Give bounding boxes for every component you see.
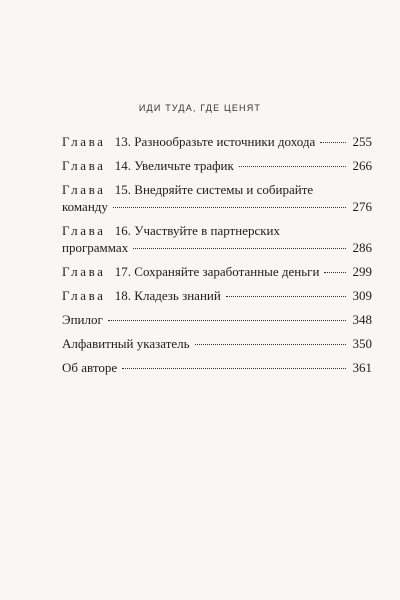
dot-leader (239, 166, 346, 167)
toc-entry (62, 181, 372, 215)
chapter-prefix: Глава (62, 264, 106, 279)
chapter-prefix: Глава (62, 158, 106, 173)
dot-leader (108, 320, 346, 321)
chapter-title: Участвуйте в партнерских (134, 223, 281, 238)
page-number: 255 (352, 134, 372, 149)
toc-entry (62, 287, 372, 304)
chapter-number: 17. (114, 264, 132, 279)
section-title: Эпилог (62, 312, 103, 327)
page-number: 286 (352, 240, 372, 255)
chapter-number: 15. (114, 182, 132, 197)
chapter-title: Разнообразьте источники дохода (134, 134, 316, 149)
chapter-number: 18. (114, 288, 132, 303)
chapter-title-continued: команду (62, 199, 108, 214)
dot-leader (324, 272, 346, 273)
toc-entry (62, 359, 372, 376)
dot-leader (195, 344, 346, 345)
chapter-title-continued: программах (62, 240, 129, 255)
page-number: 276 (352, 199, 372, 214)
toc-entry (62, 263, 372, 280)
chapter-prefix: Глава (62, 134, 106, 149)
section-title: Об авторе (62, 360, 118, 375)
page-number: 309 (352, 288, 372, 303)
chapter-prefix: Глава (62, 288, 106, 303)
page-number: 361 (352, 360, 372, 375)
page-number: 350 (352, 336, 372, 351)
chapter-number: 13. (114, 134, 132, 149)
page-number: 299 (352, 264, 372, 279)
page-number: 348 (352, 312, 372, 327)
page-number: 266 (352, 158, 372, 173)
chapter-prefix: Глава (62, 182, 106, 197)
dot-leader (122, 368, 346, 369)
chapter-title: Увеличьте трафик (134, 158, 234, 173)
chapter-title: Сохраняйте заработанные деньги (134, 264, 320, 279)
dot-leader (320, 142, 346, 143)
toc-entry (62, 157, 372, 174)
chapter-prefix: Глава (62, 223, 106, 238)
dot-leader (226, 296, 346, 297)
table-of-contents (62, 133, 372, 383)
toc-entry (62, 222, 372, 256)
running-header: ИДИ ТУДА, ГДЕ ЦЕНЯТ (138, 103, 262, 113)
toc-entry (62, 311, 372, 328)
chapter-title: Внедряйте системы и собирайте (134, 182, 314, 197)
dot-leader (113, 207, 346, 208)
section-title: Алфавитный указатель (62, 336, 190, 351)
dot-leader (133, 248, 346, 249)
chapter-title: Кладезь знаний (134, 288, 221, 303)
chapter-number: 14. (114, 158, 132, 173)
chapter-number: 16. (114, 223, 132, 238)
toc-entry (62, 133, 372, 150)
toc-entry (62, 335, 372, 352)
